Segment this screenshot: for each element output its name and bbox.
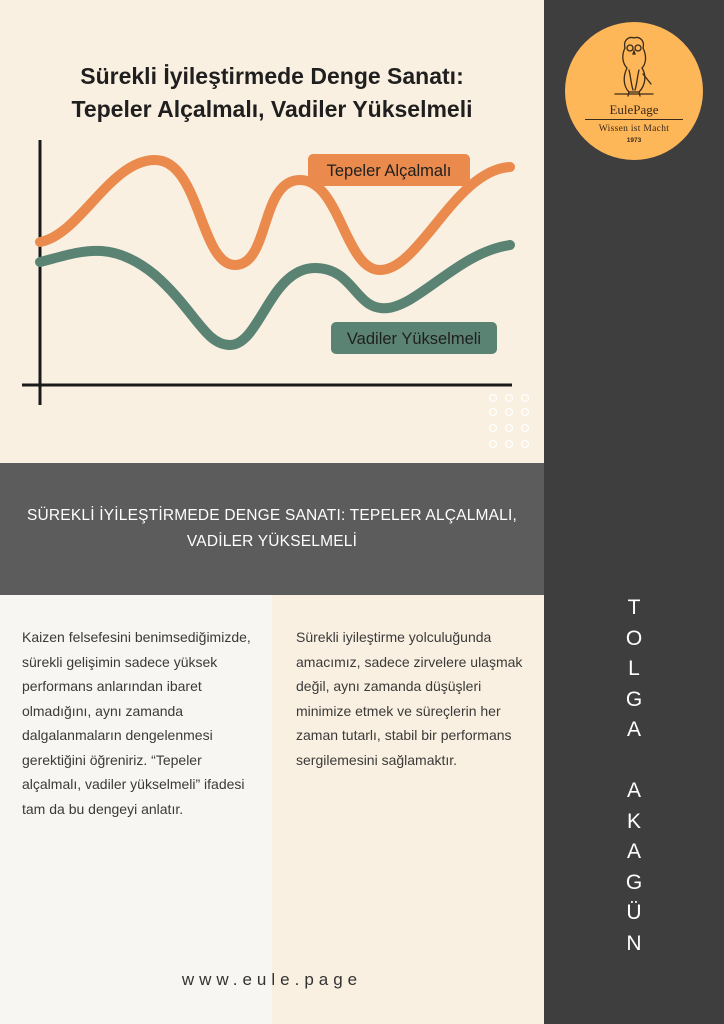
peaks-label: Tepeler Alçalmalı <box>326 162 452 180</box>
owl-icon <box>609 34 659 100</box>
subtitle-band <box>0 463 544 595</box>
logo-name: EulePage <box>609 102 659 117</box>
author-letter: A <box>626 840 641 863</box>
title-line-2: Tepeler Alçalmalı, Vadiler Yükselmeli <box>71 96 473 122</box>
sidebar <box>544 0 724 1024</box>
author-letter: G <box>625 687 643 711</box>
decorative-dots-icon <box>487 392 535 452</box>
paragraph-right: Sürekli iyileştirme yolculuğunda amacımız, sadece zirvelere ulaşmak değil, aynı zamanda düşüşleri minimize etmek ve süreçlerin her zaman tutarlı, stabil bir performans sergilemesini sağlamaktır. <box>296 629 523 768</box>
author-letter: A <box>626 718 641 741</box>
author-letter: A <box>626 779 641 802</box>
author-letter: Ü <box>626 901 642 924</box>
title-line-1: Sürekli İyileştirmede Denge Sanatı: <box>80 63 464 89</box>
logo-motto: Wissen ist Macht <box>598 124 670 134</box>
logo-badge <box>565 22 703 160</box>
wave-illustration <box>0 130 544 420</box>
logo-year: 1973 <box>626 137 642 144</box>
author-letter: O <box>625 626 643 650</box>
author-letter: G <box>625 870 643 894</box>
paragraph-left: Kaizen felsefesini benimsediğimizde, sürekli gelişimin sadece yüksek performans anlarından ibaret olmadığını, aynı zamanda dalgalanmaların dengelenmesi gerektiğini öğreniriz. “Tepeler alçalmalı, vadiler yükselmeli” ifadesi tam da bu dengeyi anlatır. <box>22 629 251 817</box>
valleys-label: Vadiler Yükselmeli <box>346 330 482 348</box>
author-letter: N <box>626 931 642 955</box>
header-section <box>0 0 544 463</box>
author-letter: T <box>627 596 641 619</box>
author-letter: L <box>628 657 640 680</box>
page-title <box>20 60 524 126</box>
author-letter: K <box>626 809 641 833</box>
right-column <box>272 595 544 1024</box>
website-link[interactable]: www.eule.page <box>181 970 363 989</box>
left-column <box>0 595 272 1024</box>
logo-divider <box>585 119 683 120</box>
subtitle-text: SÜREKLİ İYİLEŞTİRMEDE DENGE SANATI: TEPELER ALÇALMALI, VADİLER YÜKSELMELİ <box>26 507 517 550</box>
